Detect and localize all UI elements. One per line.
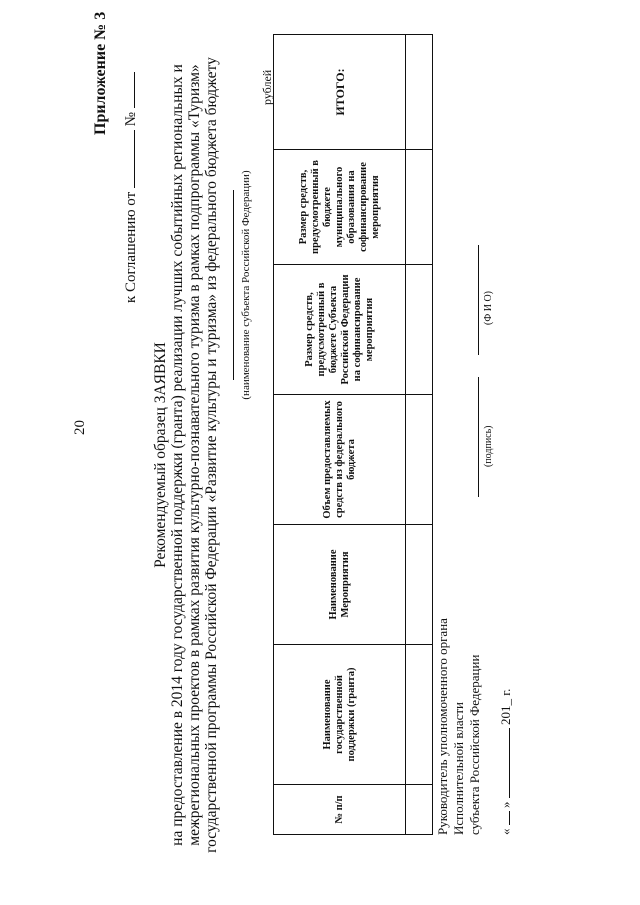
header-municipal-amount: Размер средств, предусмотренный в бюджете муниципального образования на софинансирование мероприятия (274, 150, 406, 265)
signer-line: Исполнительной власти (451, 701, 466, 835)
table-row (406, 35, 433, 835)
header-number: № п/п (274, 785, 406, 835)
table-cell (406, 150, 433, 265)
title-line: на предоставление в 2014 году государственной поддержки (гранта) реализации лучших событийных региональных и (169, 64, 186, 846)
table-cell (406, 35, 433, 150)
application-table (273, 34, 433, 835)
month-blank (498, 728, 510, 798)
table-cell (406, 395, 433, 525)
rotated-landscape-content (10, 11, 630, 895)
page-number: 20 (72, 420, 88, 435)
agreement-number-sign: № (123, 112, 139, 127)
agreement-date-blank (122, 130, 135, 188)
header-federal-amount: Объем предоставляемых средств из федерального бюджета (274, 395, 406, 525)
date-line (498, 689, 514, 835)
table-cell (406, 785, 433, 835)
agreement-reference (122, 3, 140, 303)
name-blank (478, 245, 479, 355)
table-cell (406, 265, 433, 395)
agreement-prefix: к Соглашению от (123, 191, 139, 303)
title-line: Рекомендуемый образец ЗАЯВКИ (152, 342, 169, 568)
signer-block (435, 618, 483, 835)
region-blank (220, 190, 234, 380)
header-grant-name: Наименование государственной поддержки (гранта) (274, 645, 406, 785)
date-open-quote: « (498, 828, 513, 835)
region-blank-row (220, 15, 238, 895)
signature-blank (478, 377, 479, 497)
currency-label: рублей (260, 69, 274, 105)
name-caption: (Ф И О) (483, 290, 494, 325)
signer-line: субъекта Российской Федерации (467, 654, 482, 835)
region-caption: (наименование субъекта Российской Федерации) (240, 170, 252, 400)
header-event-name: Наименование Мероприятия (274, 525, 406, 645)
date-close-quote: » (498, 801, 513, 808)
day-blank (498, 811, 510, 825)
signer-line: Руководитель уполномоченного органа (435, 618, 450, 835)
table-header-row (274, 35, 406, 835)
signature-caption: (подпись) (483, 425, 494, 467)
application-title (152, 15, 238, 895)
header-total: ИТОГО: (274, 35, 406, 150)
agreement-number-blank (122, 72, 135, 108)
title-line: государственной программы Российской Федерации «Развитие культуры и туризма» из федерального бюджета бюджету (203, 57, 220, 853)
header-regional-amount: Размер средств, предусмотренный в бюджете Субъекта Российской Федерации на софинансирование мероприятия (274, 265, 406, 395)
appendix-label: Приложение № 3 (92, 11, 109, 135)
table-cell (406, 645, 433, 785)
table-cell (406, 525, 433, 645)
title-line: межрегиональных проектов в рамках развития культурно-познавательного туризма в рамках подпрограммы «Туризм» (186, 64, 203, 846)
date-year: 201_ г. (498, 688, 513, 725)
